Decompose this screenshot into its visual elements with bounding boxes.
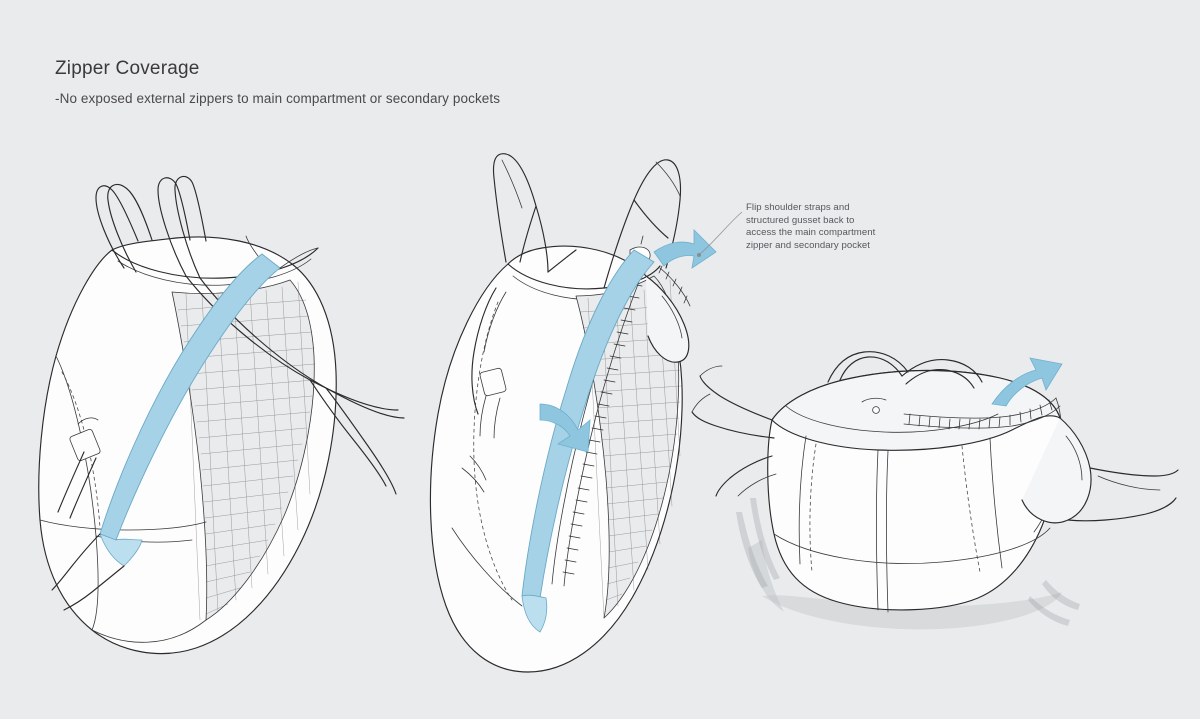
callout-line-2: structured gusset back to (746, 214, 855, 226)
page-title: Zipper Coverage (55, 58, 200, 79)
callout-line-4: zipper and secondary pocket (746, 239, 871, 251)
callout-line-1: Flip shoulder straps and (746, 202, 850, 213)
callout-line-3: access the main compartment (746, 227, 876, 238)
callout-note (746, 202, 911, 252)
page-subtitle: -No exposed external zippers to main compartment or secondary pockets (55, 91, 501, 106)
